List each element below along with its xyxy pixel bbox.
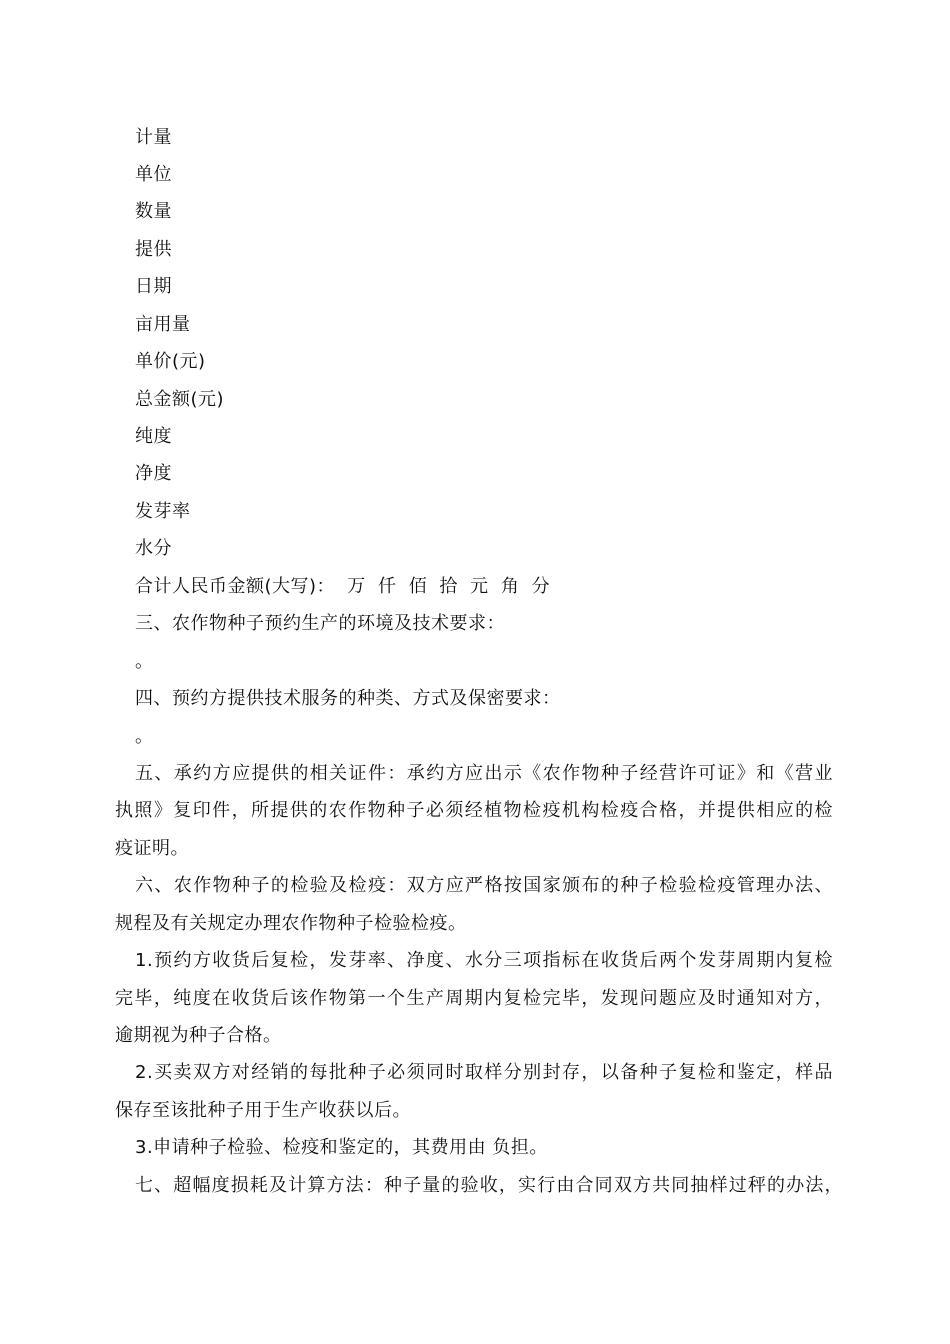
field-label-unit-measure: 计量 bbox=[135, 127, 172, 148]
field-label-per-mu-usage: 亩用量 bbox=[135, 314, 191, 335]
item-1-line-1: 1.预约方收货后复检，发芽率、净度、水分三项指标在收货后两个发芽周期内复检 bbox=[135, 950, 833, 971]
item-1-line-2: 完毕，纯度在收货后该作物第一个生产周期内复检完毕，发现问题应及时通知对方， bbox=[115, 988, 833, 1009]
field-label-supply: 提供 bbox=[135, 239, 172, 260]
field-label-unit-price: 单价(元) bbox=[135, 351, 206, 372]
field-label-cleanliness: 净度 bbox=[135, 463, 172, 484]
item-2-line-1: 2.买卖双方对经销的每批种子必须同时取样分别封存，以备种子复检和鉴定，样品 bbox=[135, 1062, 833, 1083]
section-4-blank: 。 bbox=[135, 726, 154, 747]
field-label-unit: 单位 bbox=[135, 164, 172, 185]
section-5-line-3: 疫证明。 bbox=[115, 838, 189, 859]
section-3-heading: 三、农作物种子预约生产的环境及技术要求： bbox=[135, 613, 505, 634]
item-1-line-3: 逾期视为种子合格。 bbox=[115, 1025, 282, 1046]
field-label-purity: 纯度 bbox=[135, 426, 172, 447]
item-2-line-2: 保存至该批种子用于生产收获以后。 bbox=[115, 1100, 411, 1121]
field-label-germination-rate: 发芽率 bbox=[135, 501, 191, 522]
section-4-heading: 四、预约方提供技术服务的种类、方式及保密要求： bbox=[135, 688, 561, 709]
section-7-line-1: 七、超幅度损耗及计算方法：种子量的验收，实行由合同双方共同抽样过秤的办法， bbox=[135, 1175, 843, 1196]
section-5-line-2: 执照》复印件，所提供的农作物种子必须经植物检疫机构检疫合格，并提供相应的检 bbox=[115, 800, 833, 821]
section-6-line-2: 规程及有关规定办理农作物种子检验检疫。 bbox=[115, 913, 467, 934]
field-label-date: 日期 bbox=[135, 276, 172, 297]
section-6-line-1: 六、农作物种子的检验及检疫：双方应严格按国家颁布的种子检验检疫管理办法、 bbox=[135, 875, 833, 896]
total-amount-line: 合计人民币金额(大写)： 万 仟 佰 拾 元 角 分 bbox=[135, 576, 551, 597]
item-3-line: 3.申请种子检验、检疫和鉴定的，其费用由 负担。 bbox=[135, 1137, 548, 1158]
field-label-quantity: 数量 bbox=[135, 201, 172, 222]
field-label-total-amount: 总金额(元) bbox=[135, 389, 225, 410]
section-3-blank: 。 bbox=[135, 651, 154, 672]
field-label-moisture: 水分 bbox=[135, 538, 172, 559]
section-5-line-1: 五、承约方应提供的相关证件：承约方应出示《农作物种子经营许可证》和《营业 bbox=[135, 763, 833, 784]
